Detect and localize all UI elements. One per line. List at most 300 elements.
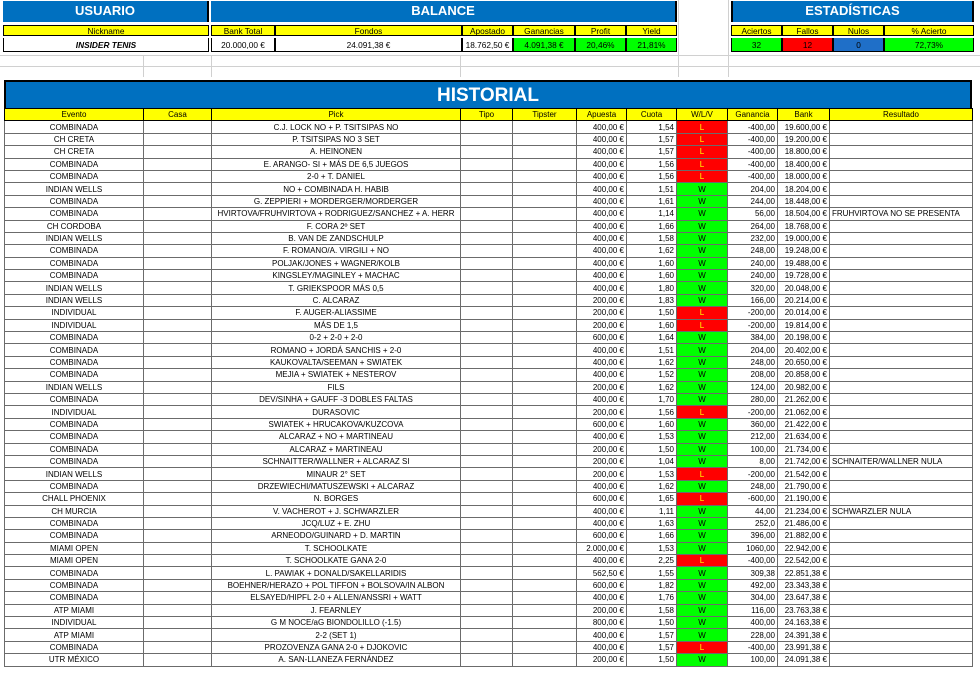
cell-tipster[interactable] bbox=[513, 579, 577, 591]
cell-wlv[interactable]: W bbox=[677, 381, 728, 393]
cell-wlv[interactable]: W bbox=[677, 195, 728, 207]
cell-bank[interactable]: 19.814,00 € bbox=[778, 319, 830, 331]
cell-pick[interactable]: MINAUR 2° SET bbox=[212, 468, 461, 480]
cell-evento[interactable]: COMBINADA bbox=[5, 480, 144, 492]
cell-bank[interactable]: 20.048,00 € bbox=[778, 282, 830, 294]
cell-tipster[interactable] bbox=[513, 381, 577, 393]
cell-tipster[interactable] bbox=[513, 208, 577, 220]
cell-tipo[interactable] bbox=[461, 158, 513, 170]
cell-apuesta[interactable]: 200,00 € bbox=[577, 455, 627, 467]
cell-ganancia[interactable]: -400,00 bbox=[728, 133, 778, 145]
table-row[interactable] bbox=[5, 282, 973, 294]
table-row[interactable] bbox=[5, 431, 973, 443]
cell-ganancia[interactable]: -200,00 bbox=[728, 307, 778, 319]
cell-apuesta[interactable]: 200,00 € bbox=[577, 294, 627, 306]
cell-resultado[interactable] bbox=[830, 344, 973, 356]
cell-pick[interactable]: N. BORGES bbox=[212, 493, 461, 505]
cell-tipster[interactable] bbox=[513, 356, 577, 368]
cell-resultado[interactable] bbox=[830, 480, 973, 492]
cell-tipo[interactable] bbox=[461, 170, 513, 182]
cell-resultado[interactable]: SCHWARZLER NULA bbox=[830, 505, 973, 517]
cell-evento[interactable]: MIAMI OPEN bbox=[5, 555, 144, 567]
cell-tipster[interactable] bbox=[513, 443, 577, 455]
cell-casa[interactable] bbox=[144, 146, 212, 158]
cell-evento[interactable]: INDIVIDUAL bbox=[5, 406, 144, 418]
cell-cuota[interactable]: 1,56 bbox=[627, 158, 677, 170]
cell-ganancia[interactable]: 232,00 bbox=[728, 232, 778, 244]
cell-tipster[interactable] bbox=[513, 542, 577, 554]
cell-tipo[interactable] bbox=[461, 542, 513, 554]
cell-bank[interactable]: 23.343,38 € bbox=[778, 579, 830, 591]
cell-wlv[interactable]: W bbox=[677, 517, 728, 529]
cell-bank[interactable]: 21.882,00 € bbox=[778, 530, 830, 542]
cell-casa[interactable] bbox=[144, 641, 212, 653]
cell-ganancia[interactable]: -600,00 bbox=[728, 493, 778, 505]
cell-casa[interactable] bbox=[144, 332, 212, 344]
cell-tipo[interactable] bbox=[461, 567, 513, 579]
cell-cuota[interactable]: 1,56 bbox=[627, 406, 677, 418]
cell-bank[interactable]: 18.448,00 € bbox=[778, 195, 830, 207]
cell-wlv[interactable]: W bbox=[677, 220, 728, 232]
cell-cuota[interactable]: 1,62 bbox=[627, 245, 677, 257]
cell-bank[interactable]: 21.422,00 € bbox=[778, 418, 830, 430]
cell-apuesta[interactable]: 200,00 € bbox=[577, 319, 627, 331]
cell-bank[interactable]: 22.542,00 € bbox=[778, 555, 830, 567]
cell-evento[interactable]: COMBINADA bbox=[5, 579, 144, 591]
cell-tipo[interactable] bbox=[461, 393, 513, 405]
cell-casa[interactable] bbox=[144, 381, 212, 393]
cell-tipster[interactable] bbox=[513, 158, 577, 170]
cell-cuota[interactable]: 1,60 bbox=[627, 257, 677, 269]
cell-apuesta[interactable]: 2.000,00 € bbox=[577, 542, 627, 554]
cell-casa[interactable] bbox=[144, 604, 212, 616]
cell-evento[interactable]: COMBINADA bbox=[5, 443, 144, 455]
cell-ganancia[interactable]: -400,00 bbox=[728, 158, 778, 170]
cell-tipo[interactable] bbox=[461, 319, 513, 331]
cell-tipster[interactable] bbox=[513, 629, 577, 641]
cell-wlv[interactable]: L bbox=[677, 146, 728, 158]
cell-casa[interactable] bbox=[144, 220, 212, 232]
cell-apuesta[interactable]: 400,00 € bbox=[577, 393, 627, 405]
table-row[interactable] bbox=[5, 146, 973, 158]
cell-cuota[interactable]: 1,58 bbox=[627, 604, 677, 616]
cell-resultado[interactable] bbox=[830, 604, 973, 616]
cell-casa[interactable] bbox=[144, 183, 212, 195]
cell-resultado[interactable] bbox=[830, 654, 973, 666]
cell-bank[interactable]: 20.982,00 € bbox=[778, 381, 830, 393]
cell-evento[interactable]: INDIAN WELLS bbox=[5, 282, 144, 294]
cell-ganancia[interactable]: -400,00 bbox=[728, 170, 778, 182]
cell-ganancia[interactable]: 396,00 bbox=[728, 530, 778, 542]
cell-evento[interactable]: CH CRETA bbox=[5, 133, 144, 145]
table-row[interactable] bbox=[5, 195, 973, 207]
cell-tipster[interactable] bbox=[513, 617, 577, 629]
cell-evento[interactable]: COMBINADA bbox=[5, 344, 144, 356]
cell-cuota[interactable]: 1,66 bbox=[627, 220, 677, 232]
cell-ganancia[interactable]: -400,00 bbox=[728, 121, 778, 133]
table-row[interactable] bbox=[5, 480, 973, 492]
cell-ganancia[interactable]: 280,00 bbox=[728, 393, 778, 405]
cell-wlv[interactable]: W bbox=[677, 654, 728, 666]
cell-cuota[interactable]: 1,62 bbox=[627, 356, 677, 368]
cell-cuota[interactable]: 1,60 bbox=[627, 270, 677, 282]
table-row[interactable] bbox=[5, 406, 973, 418]
cell-wlv[interactable]: W bbox=[677, 294, 728, 306]
cell-casa[interactable] bbox=[144, 270, 212, 282]
cell-ganancia[interactable]: 8,00 bbox=[728, 455, 778, 467]
table-row[interactable] bbox=[5, 257, 973, 269]
cell-casa[interactable] bbox=[144, 282, 212, 294]
apostado-value[interactable]: 18.762,50 € bbox=[462, 38, 513, 52]
cell-wlv[interactable]: L bbox=[677, 307, 728, 319]
cell-tipster[interactable] bbox=[513, 406, 577, 418]
cell-wlv[interactable]: W bbox=[677, 505, 728, 517]
cell-resultado[interactable] bbox=[830, 332, 973, 344]
cell-apuesta[interactable]: 400,00 € bbox=[577, 431, 627, 443]
cell-pick[interactable]: DEV/SINHA + GAUFF -3 DOBLES FALTAS bbox=[212, 393, 461, 405]
cell-evento[interactable]: COMBINADA bbox=[5, 158, 144, 170]
cell-ganancia[interactable]: 384,00 bbox=[728, 332, 778, 344]
cell-tipo[interactable] bbox=[461, 245, 513, 257]
cell-ganancia[interactable]: 228,00 bbox=[728, 629, 778, 641]
cell-ganancia[interactable]: 248,00 bbox=[728, 480, 778, 492]
cell-casa[interactable] bbox=[144, 208, 212, 220]
cell-evento[interactable]: COMBINADA bbox=[5, 170, 144, 182]
cell-tipo[interactable] bbox=[461, 505, 513, 517]
cell-bank[interactable]: 21.190,00 € bbox=[778, 493, 830, 505]
cell-casa[interactable] bbox=[144, 232, 212, 244]
cell-resultado[interactable] bbox=[830, 257, 973, 269]
cell-apuesta[interactable]: 562,50 € bbox=[577, 567, 627, 579]
col-header-cuota[interactable]: Cuota bbox=[627, 109, 677, 121]
cell-casa[interactable] bbox=[144, 517, 212, 529]
table-row[interactable] bbox=[5, 468, 973, 480]
cell-resultado[interactable] bbox=[830, 530, 973, 542]
cell-wlv[interactable]: L bbox=[677, 170, 728, 182]
cell-tipster[interactable] bbox=[513, 245, 577, 257]
cell-apuesta[interactable]: 400,00 € bbox=[577, 356, 627, 368]
cell-casa[interactable] bbox=[144, 592, 212, 604]
cell-cuota[interactable]: 1,62 bbox=[627, 381, 677, 393]
cell-evento[interactable]: COMBINADA bbox=[5, 418, 144, 430]
cell-casa[interactable] bbox=[144, 319, 212, 331]
cell-tipster[interactable] bbox=[513, 307, 577, 319]
cell-tipo[interactable] bbox=[461, 294, 513, 306]
cell-wlv[interactable]: W bbox=[677, 245, 728, 257]
cell-apuesta[interactable]: 200,00 € bbox=[577, 381, 627, 393]
cell-resultado[interactable] bbox=[830, 629, 973, 641]
cell-evento[interactable]: COMBINADA bbox=[5, 121, 144, 133]
cell-tipo[interactable] bbox=[461, 455, 513, 467]
cell-tipster[interactable] bbox=[513, 493, 577, 505]
cell-resultado[interactable] bbox=[830, 641, 973, 653]
cell-resultado[interactable] bbox=[830, 146, 973, 158]
cell-wlv[interactable]: W bbox=[677, 208, 728, 220]
cell-wlv[interactable]: W bbox=[677, 530, 728, 542]
cell-wlv[interactable]: W bbox=[677, 232, 728, 244]
cell-casa[interactable] bbox=[144, 505, 212, 517]
table-row[interactable] bbox=[5, 455, 973, 467]
cell-pick[interactable]: SCHNAITTER/WALLNER + ALCARAZ SI bbox=[212, 455, 461, 467]
cell-casa[interactable] bbox=[144, 369, 212, 381]
table-row[interactable] bbox=[5, 517, 973, 529]
table-row[interactable] bbox=[5, 579, 973, 591]
profit-value[interactable]: 20,46% bbox=[575, 38, 626, 52]
table-row[interactable] bbox=[5, 493, 973, 505]
cell-evento[interactable]: COMBINADA bbox=[5, 356, 144, 368]
cell-ganancia[interactable]: 56,00 bbox=[728, 208, 778, 220]
cell-bank[interactable]: 21.634,00 € bbox=[778, 431, 830, 443]
cell-bank[interactable]: 21.742,00 € bbox=[778, 455, 830, 467]
cell-wlv[interactable]: L bbox=[677, 133, 728, 145]
cell-bank[interactable]: 22.942,00 € bbox=[778, 542, 830, 554]
cell-wlv[interactable]: W bbox=[677, 369, 728, 381]
bank-total-value[interactable]: 20.000,00 € bbox=[211, 38, 275, 52]
cell-evento[interactable]: CH CRETA bbox=[5, 146, 144, 158]
cell-evento[interactable]: COMBINADA bbox=[5, 641, 144, 653]
cell-wlv[interactable]: L bbox=[677, 468, 728, 480]
cell-tipo[interactable] bbox=[461, 220, 513, 232]
cell-apuesta[interactable]: 800,00 € bbox=[577, 617, 627, 629]
cell-cuota[interactable]: 1,57 bbox=[627, 629, 677, 641]
cell-tipo[interactable] bbox=[461, 654, 513, 666]
cell-bank[interactable]: 20.402,00 € bbox=[778, 344, 830, 356]
cell-tipo[interactable] bbox=[461, 381, 513, 393]
table-row[interactable] bbox=[5, 604, 973, 616]
cell-wlv[interactable]: L bbox=[677, 641, 728, 653]
cell-evento[interactable]: CH CORDOBA bbox=[5, 220, 144, 232]
cell-cuota[interactable]: 1,57 bbox=[627, 146, 677, 158]
cell-pick[interactable]: ROMANO + JORDÁ SANCHIS + 2-0 bbox=[212, 344, 461, 356]
cell-tipo[interactable] bbox=[461, 183, 513, 195]
cell-tipo[interactable] bbox=[461, 431, 513, 443]
cell-pick[interactable]: NO + COMBINADA H. HABIB bbox=[212, 183, 461, 195]
cell-evento[interactable]: COMBINADA bbox=[5, 530, 144, 542]
cell-resultado[interactable] bbox=[830, 183, 973, 195]
table-row[interactable] bbox=[5, 505, 973, 517]
cell-resultado[interactable] bbox=[830, 443, 973, 455]
pct-acierto-value[interactable]: 72,73% bbox=[884, 38, 974, 52]
cell-evento[interactable]: CH MURCIA bbox=[5, 505, 144, 517]
cell-wlv[interactable]: W bbox=[677, 393, 728, 405]
cell-resultado[interactable] bbox=[830, 517, 973, 529]
cell-resultado[interactable] bbox=[830, 542, 973, 554]
cell-casa[interactable] bbox=[144, 294, 212, 306]
cell-cuota[interactable]: 1,50 bbox=[627, 617, 677, 629]
table-row[interactable] bbox=[5, 270, 973, 282]
cell-evento[interactable]: INDIAN WELLS bbox=[5, 468, 144, 480]
cell-cuota[interactable]: 1,63 bbox=[627, 517, 677, 529]
cell-pick[interactable]: PROZOVENZA GANA 2-0 + DJOKOVIC bbox=[212, 641, 461, 653]
cell-casa[interactable] bbox=[144, 455, 212, 467]
cell-casa[interactable] bbox=[144, 431, 212, 443]
cell-resultado[interactable] bbox=[830, 282, 973, 294]
cell-casa[interactable] bbox=[144, 356, 212, 368]
cell-cuota[interactable]: 1,57 bbox=[627, 641, 677, 653]
cell-pick[interactable]: SWIATEK + HRUCAKOVA/KUZCOVA bbox=[212, 418, 461, 430]
cell-wlv[interactable]: L bbox=[677, 158, 728, 170]
cell-casa[interactable] bbox=[144, 654, 212, 666]
cell-apuesta[interactable]: 200,00 € bbox=[577, 468, 627, 480]
cell-apuesta[interactable]: 400,00 € bbox=[577, 146, 627, 158]
cell-tipster[interactable] bbox=[513, 654, 577, 666]
col-header-tipster[interactable]: Tipster bbox=[513, 109, 577, 121]
cell-apuesta[interactable]: 400,00 € bbox=[577, 270, 627, 282]
cell-cuota[interactable]: 1,53 bbox=[627, 431, 677, 443]
table-row[interactable] bbox=[5, 443, 973, 455]
cell-tipster[interactable] bbox=[513, 344, 577, 356]
cell-casa[interactable] bbox=[144, 542, 212, 554]
cell-tipo[interactable] bbox=[461, 604, 513, 616]
cell-tipster[interactable] bbox=[513, 319, 577, 331]
cell-apuesta[interactable]: 400,00 € bbox=[577, 369, 627, 381]
cell-resultado[interactable] bbox=[830, 195, 973, 207]
cell-wlv[interactable]: L bbox=[677, 493, 728, 505]
cell-ganancia[interactable]: 100,00 bbox=[728, 443, 778, 455]
cell-evento[interactable]: COMBINADA bbox=[5, 517, 144, 529]
cell-bank[interactable]: 19.488,00 € bbox=[778, 257, 830, 269]
cell-bank[interactable]: 18.000,00 € bbox=[778, 170, 830, 182]
table-row[interactable] bbox=[5, 654, 973, 666]
cell-wlv[interactable]: W bbox=[677, 579, 728, 591]
cell-pick[interactable]: JCQ/LUZ + E. ZHU bbox=[212, 517, 461, 529]
cell-tipo[interactable] bbox=[461, 443, 513, 455]
cell-tipster[interactable] bbox=[513, 220, 577, 232]
cell-bank[interactable]: 18.504,00 € bbox=[778, 208, 830, 220]
table-row[interactable] bbox=[5, 220, 973, 232]
cell-tipster[interactable] bbox=[513, 641, 577, 653]
cell-cuota[interactable]: 1,58 bbox=[627, 232, 677, 244]
cell-cuota[interactable]: 1,64 bbox=[627, 332, 677, 344]
cell-pick[interactable]: ALCARAZ + MARTINEAU bbox=[212, 443, 461, 455]
col-header-bank[interactable]: Bank bbox=[778, 109, 830, 121]
cell-bank[interactable]: 20.214,00 € bbox=[778, 294, 830, 306]
table-row[interactable] bbox=[5, 232, 973, 244]
cell-resultado[interactable] bbox=[830, 245, 973, 257]
cell-ganancia[interactable]: 309,38 bbox=[728, 567, 778, 579]
cell-tipo[interactable] bbox=[461, 121, 513, 133]
cell-tipo[interactable] bbox=[461, 232, 513, 244]
cell-bank[interactable]: 19.600,00 € bbox=[778, 121, 830, 133]
cell-resultado[interactable] bbox=[830, 294, 973, 306]
cell-cuota[interactable]: 1,14 bbox=[627, 208, 677, 220]
cell-ganancia[interactable]: 320,00 bbox=[728, 282, 778, 294]
cell-tipster[interactable] bbox=[513, 195, 577, 207]
cell-apuesta[interactable]: 600,00 € bbox=[577, 579, 627, 591]
cell-resultado[interactable] bbox=[830, 319, 973, 331]
cell-casa[interactable] bbox=[144, 579, 212, 591]
cell-apuesta[interactable]: 200,00 € bbox=[577, 604, 627, 616]
cell-resultado[interactable] bbox=[830, 493, 973, 505]
table-row[interactable] bbox=[5, 356, 973, 368]
cell-pick[interactable]: ALCARAZ + NO + MARTINEAU bbox=[212, 431, 461, 443]
cell-tipo[interactable] bbox=[461, 146, 513, 158]
cell-wlv[interactable]: W bbox=[677, 257, 728, 269]
cell-ganancia[interactable]: 400,00 bbox=[728, 617, 778, 629]
cell-casa[interactable] bbox=[144, 468, 212, 480]
cell-tipster[interactable] bbox=[513, 133, 577, 145]
nickname-value[interactable]: INSIDER TENIS bbox=[3, 38, 209, 52]
cell-casa[interactable] bbox=[144, 121, 212, 133]
table-row[interactable] bbox=[5, 307, 973, 319]
cell-ganancia[interactable]: -400,00 bbox=[728, 146, 778, 158]
cell-cuota[interactable]: 1,65 bbox=[627, 493, 677, 505]
cell-apuesta[interactable]: 400,00 € bbox=[577, 344, 627, 356]
cell-cuota[interactable]: 1,56 bbox=[627, 170, 677, 182]
cell-casa[interactable] bbox=[144, 257, 212, 269]
cell-apuesta[interactable]: 200,00 € bbox=[577, 443, 627, 455]
cell-bank[interactable]: 19.728,00 € bbox=[778, 270, 830, 282]
cell-bank[interactable]: 21.234,00 € bbox=[778, 505, 830, 517]
cell-bank[interactable]: 24.391,38 € bbox=[778, 629, 830, 641]
cell-apuesta[interactable]: 400,00 € bbox=[577, 592, 627, 604]
cell-tipster[interactable] bbox=[513, 146, 577, 158]
cell-wlv[interactable]: W bbox=[677, 617, 728, 629]
yield-value[interactable]: 21,81% bbox=[626, 38, 677, 52]
cell-wlv[interactable]: W bbox=[677, 418, 728, 430]
cell-evento[interactable]: INDIVIDUAL bbox=[5, 617, 144, 629]
cell-tipo[interactable] bbox=[461, 344, 513, 356]
table-row[interactable] bbox=[5, 294, 973, 306]
cell-tipo[interactable] bbox=[461, 195, 513, 207]
col-header-tipo[interactable]: Tipo bbox=[461, 109, 513, 121]
nulos-value[interactable]: 0 bbox=[833, 38, 884, 52]
cell-tipo[interactable] bbox=[461, 406, 513, 418]
cell-wlv[interactable]: W bbox=[677, 282, 728, 294]
cell-wlv[interactable]: L bbox=[677, 406, 728, 418]
cell-wlv[interactable]: W bbox=[677, 344, 728, 356]
cell-resultado[interactable] bbox=[830, 393, 973, 405]
col-header-apuesta[interactable]: Apuesta bbox=[577, 109, 627, 121]
cell-evento[interactable]: COMBINADA bbox=[5, 393, 144, 405]
cell-casa[interactable] bbox=[144, 393, 212, 405]
cell-resultado[interactable] bbox=[830, 270, 973, 282]
cell-casa[interactable] bbox=[144, 617, 212, 629]
cell-resultado[interactable] bbox=[830, 579, 973, 591]
cell-wlv[interactable]: W bbox=[677, 356, 728, 368]
cell-casa[interactable] bbox=[144, 158, 212, 170]
cell-tipster[interactable] bbox=[513, 505, 577, 517]
cell-tipo[interactable] bbox=[461, 282, 513, 294]
cell-wlv[interactable]: W bbox=[677, 629, 728, 641]
cell-tipster[interactable] bbox=[513, 530, 577, 542]
cell-cuota[interactable]: 1,83 bbox=[627, 294, 677, 306]
cell-tipster[interactable] bbox=[513, 270, 577, 282]
cell-bank[interactable]: 23.991,38 € bbox=[778, 641, 830, 653]
cell-tipo[interactable] bbox=[461, 629, 513, 641]
cell-resultado[interactable] bbox=[830, 592, 973, 604]
cell-ganancia[interactable]: -400,00 bbox=[728, 641, 778, 653]
cell-tipster[interactable] bbox=[513, 592, 577, 604]
cell-cuota[interactable]: 1,50 bbox=[627, 443, 677, 455]
col-header-resultado[interactable]: Resultado bbox=[830, 109, 973, 121]
cell-ganancia[interactable]: 204,00 bbox=[728, 183, 778, 195]
cell-tipo[interactable] bbox=[461, 517, 513, 529]
cell-tipo[interactable] bbox=[461, 332, 513, 344]
cell-apuesta[interactable]: 400,00 € bbox=[577, 208, 627, 220]
cell-resultado[interactable] bbox=[830, 406, 973, 418]
cell-pick[interactable]: BOEHNER/HERAZO + POL TIFFON + BOLSOVA/IN ALBON bbox=[212, 579, 461, 591]
cell-resultado[interactable] bbox=[830, 356, 973, 368]
table-row[interactable] bbox=[5, 381, 973, 393]
cell-apuesta[interactable]: 200,00 € bbox=[577, 654, 627, 666]
cell-pick[interactable]: T. GRIEKSPOOR MÁS 0,5 bbox=[212, 282, 461, 294]
cell-resultado[interactable] bbox=[830, 170, 973, 182]
cell-evento[interactable]: COMBINADA bbox=[5, 195, 144, 207]
cell-bank[interactable]: 23.763,38 € bbox=[778, 604, 830, 616]
cell-resultado[interactable] bbox=[830, 468, 973, 480]
cell-tipster[interactable] bbox=[513, 170, 577, 182]
